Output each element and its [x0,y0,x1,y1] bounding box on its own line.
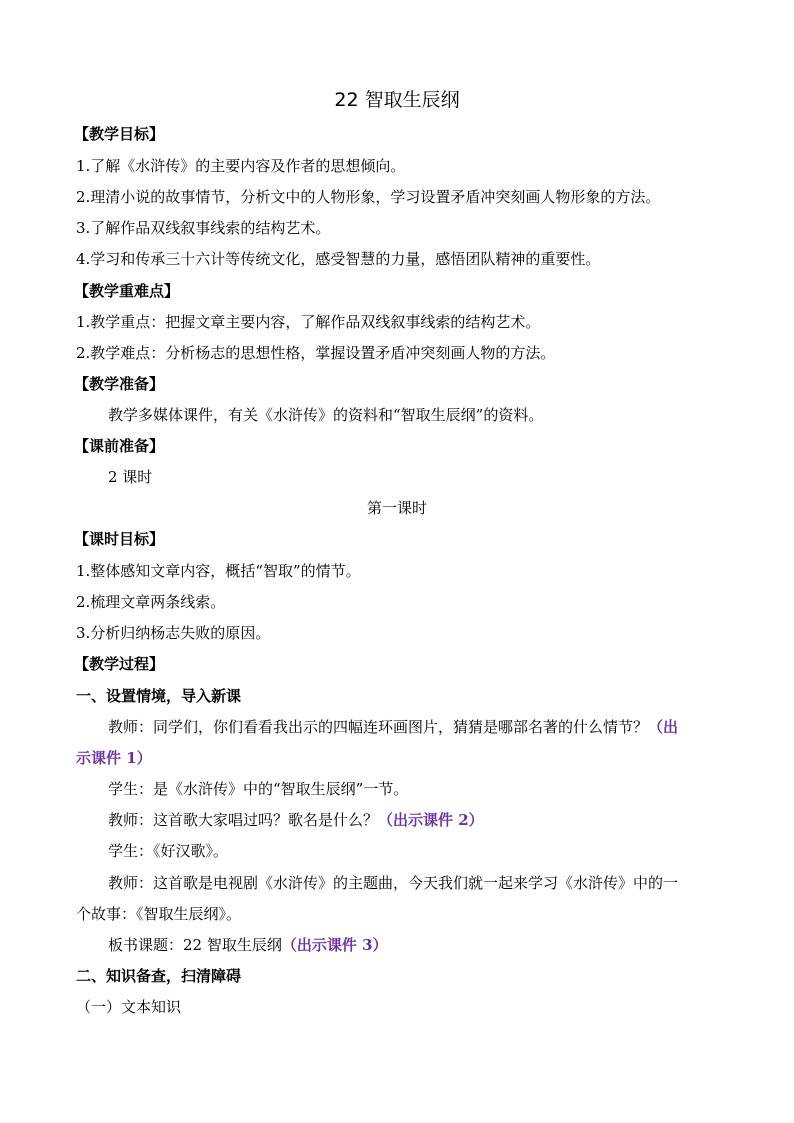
dialogue-text: 教师：同学们，你们看看我出示的四幅连环画图片，猜猜是哪部名著的什么情节？ [108,718,649,736]
goal-item: 2.理清小说的故事情节，分析文中的人物形象，学习设置矛盾冲突刻画人物形象的方法。 [76,188,661,206]
dialogue-line [108,717,678,737]
lesson-goal-item: 2.梳理文章两条线索。 [76,593,226,611]
section-heading-key-points: 【教学重难点】 [74,282,180,300]
courseware-cue: （出 [648,718,679,736]
page-title: 22 智取生辰纲 [334,89,460,111]
board-title-line [108,935,388,955]
dialogue-text: 教师：这首歌大家唱过吗？歌名是什么？ [108,811,379,829]
section-heading-lesson-goals: 【课时目标】 [74,530,165,548]
section-heading-goals: 【教学目标】 [74,125,165,143]
step-heading: 二、知识备查，扫清障碍 [76,967,242,985]
section-heading-preparation: 【教学准备】 [74,375,165,393]
key-point-item: 2.教学难点：分析杨志的思想性格，掌握设置矛盾冲突刻画人物的方法。 [76,344,556,362]
section-heading-process: 【教学过程】 [74,655,165,673]
section-heading-pre-class: 【课前准备】 [74,437,165,455]
pre-class-text: 2 课时 [108,468,153,486]
goal-item: 3.了解作品双线叙事线索的结构艺术。 [76,219,331,237]
lesson-goal-item: 3.分析归纳杨志失败的原因。 [76,624,271,642]
subsection-heading: （一）文本知识 [76,998,182,1016]
goal-item: 4.学习和传承三十六计等传统文化，感受智慧的力量，感悟团队精神的重要性。 [76,250,601,268]
courseware-cue: （出示课件 3） [281,936,388,954]
lesson-title: 第一课时 [366,499,427,517]
goal-item: 1.了解《水浒传》的主要内容及作者的思想倾向。 [76,157,406,175]
lesson-goal-item: 1.整体感知文章内容，概括“智取”的情节。 [76,562,361,580]
preparation-text: 教学多媒体课件，有关《水浒传》的资料和“智取生辰纲”的资料。 [108,406,544,424]
dialogue-line [108,810,484,830]
key-point-item: 1.教学重点：把握文章主要内容，了解作品双线叙事线索的结构艺术。 [76,313,541,331]
dialogue-line: 个故事：《智取生辰纲》。 [76,905,242,923]
courseware-cue: （出示课件 2） [378,811,484,829]
dialogue-line: 教师：这首歌是电视剧《水浒传》的主题曲，今天我们就一起来学习《水浒传》中的一 [108,874,679,892]
dialogue-line: 学生：《好汉歌》。 [108,842,229,860]
board-title-text: 板书课题：22 智取生辰纲 [108,936,282,954]
courseware-cue: 示课件 1） [76,749,152,767]
dialogue-line [76,748,152,768]
step-heading: 一、设置情境，导入新课 [76,687,242,705]
dialogue-line: 学生：是《水浒传》中的“智取生辰纲”一节。 [108,780,409,798]
